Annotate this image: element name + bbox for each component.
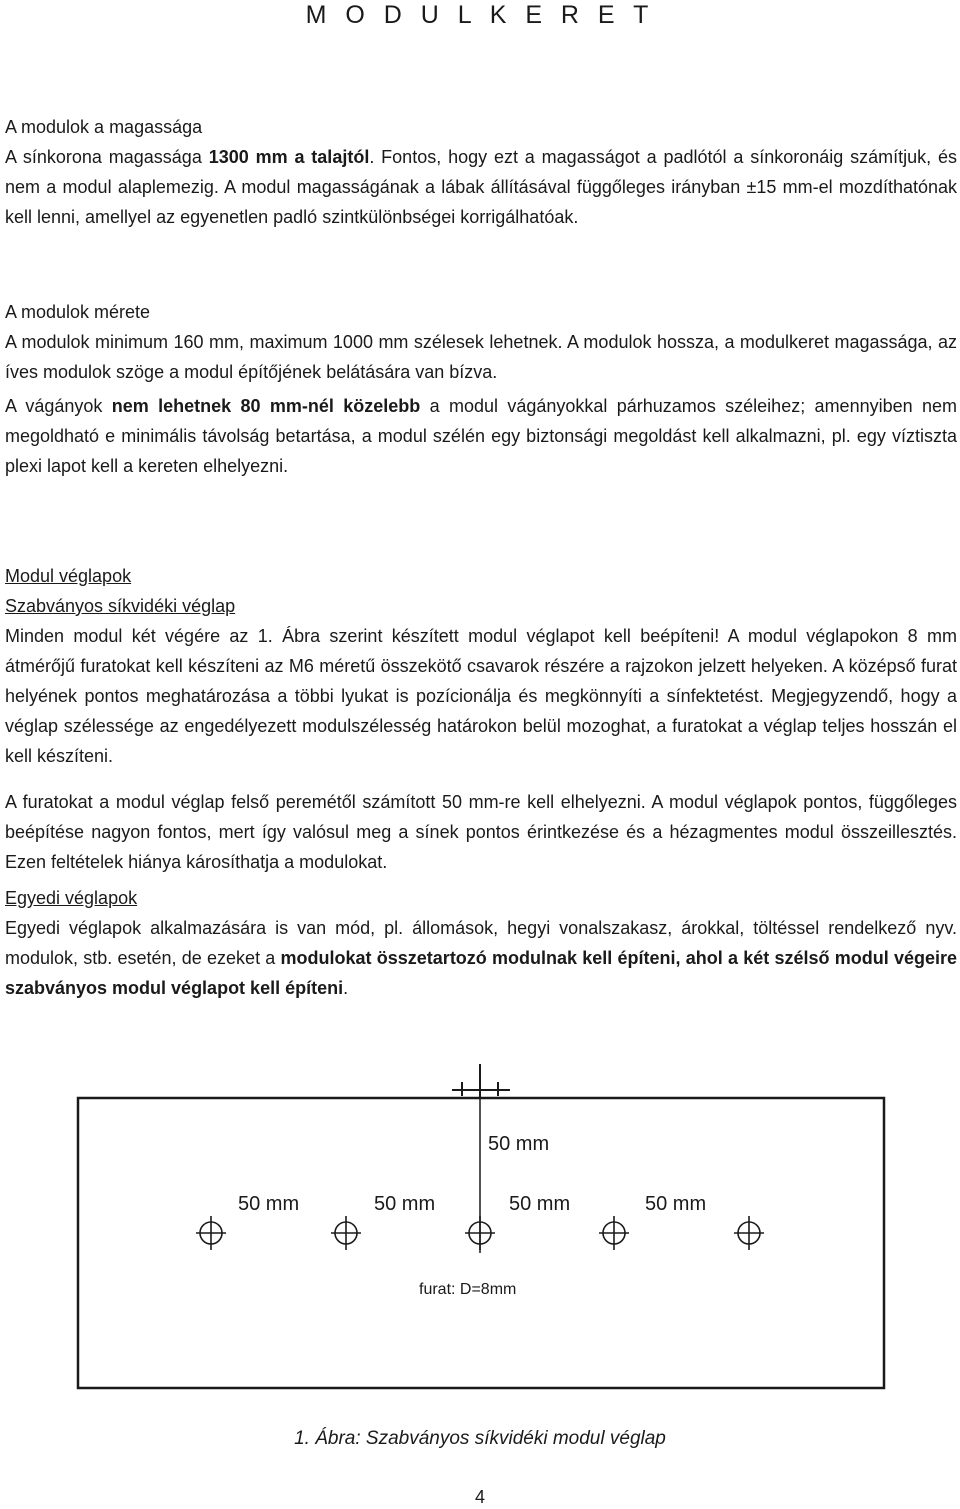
- page-number: 4: [474, 1487, 485, 1507]
- section-heading: A modulok a magassága: [5, 117, 203, 137]
- page-title: M O D U L K E R E T: [305, 1, 655, 29]
- hole-icon: [196, 1216, 226, 1250]
- bold-text: nem lehetnek 80 mm-nél közelebb: [111, 396, 421, 416]
- section-height: [5, 112, 957, 232]
- bold-text: 1300 mm a talajtól: [208, 147, 370, 167]
- section-heading: A modulok mérete: [5, 302, 151, 322]
- dimension-label: 50 mm: [374, 1193, 436, 1215]
- figure-caption: 1. Ábra: Szabványos síkvidéki modul véglap: [294, 1428, 666, 1449]
- dimension-label: 50 mm: [238, 1193, 300, 1215]
- endplate-drawing: [0, 1062, 960, 1392]
- paragraph: A furatokat a modul véglap felső peremétől számított 50 mm-re kell elhelyezni. A modul véglapok pontos, függőleges beépítése nagyon fontos, mert így valósul meg a sínek pontos érintkezése és a hézagmentes modul összeillesztés. Ezen feltételek hiánya károsíthatja a modulokat.: [5, 792, 957, 872]
- paragraph: A sínkorona magassága 1300 mm a talajtól. Fontos, hogy ezt a magasságot a padlótól a sínkoronáig számítjuk, és nem a modul alaplemezig. A modul magasságának a lábak állításával függőleges irányban ±15 mm-el mozdíthatónak kell lenni, amellyel az egyenetlen padló szintkülönbségei korrigálhatóak.: [5, 147, 958, 227]
- paragraph: Minden modul két végére az 1. Ábra szerint készített modul véglapot kell beépíteni! A modul véglapokon 8 mm átmérőjű furatokat kell készíteni az M6 méretű összekötő csavarok részére a rajzokon jelzett helyeken. A középső furat helyének pontos meghatározása a többi lyukat is pozícionálja és megkönnyíti a sínfektetést. Megjegyzendő, hogy a véglap szélessége az engedélyezett modulszélesség határokon belül mozoghat, a furatokat a véglap teljes hosszán el kell készíteni.: [5, 626, 957, 766]
- dimension-label: 50 mm: [509, 1193, 571, 1215]
- paragraph: A modulok minimum 160 mm, maximum 1000 mm szélesek lehetnek. A modulok hossza, a modulkeret magassága, az íves modulok szöge a modul építőjének belátására van bízva.: [5, 332, 957, 382]
- subheading: Egyedi véglapok: [5, 888, 138, 908]
- section-heading: Modul véglapok: [5, 566, 132, 586]
- subheading: Szabványos síkvidéki véglap: [5, 596, 236, 616]
- center-marker: [452, 1064, 510, 1098]
- hole-icon: [331, 1216, 361, 1250]
- hole-icon: [465, 1216, 495, 1250]
- hole-icon: [599, 1216, 629, 1250]
- section-size: [5, 297, 957, 481]
- bold-text: modulokat összetartozó modulnak kell építeni, ahol a két szélső modul végeire szabványos modul véglapot kell építeni: [5, 948, 957, 998]
- endplate-outline: [78, 1098, 884, 1388]
- paragraph: A vágányok nem lehetnek 80 mm-nél közelebb a modul vágányokkal párhuzamos széleihez; amennyiben nem megoldható e minimális távolság betartása, a modul szélén egy biztonsági megoldást kell alkalmazni, pl. egy víztiszta plexi lapot kell a kereten elhelyezni.: [5, 396, 957, 476]
- section-endplates: [5, 561, 957, 1003]
- hole-icon: [734, 1216, 764, 1250]
- paragraph: Egyedi véglapok alkalmazására is van mód, pl. állomások, hegyi vonalszakasz, árokkal, töltéssel rendelkező nyv. modulok, stb. esetén, de ezeket a modulokat összetartozó modulnak kell építeni, ahol a két szélső modul végeire szabványos modul véglapot kell építeni.: [5, 918, 957, 998]
- hole-label: furat: D=8mm: [419, 1281, 517, 1298]
- top-dimension-label: 50 mm: [488, 1133, 550, 1155]
- dimension-label: 50 mm: [645, 1193, 707, 1215]
- endplate-figure: [0, 1062, 960, 1392]
